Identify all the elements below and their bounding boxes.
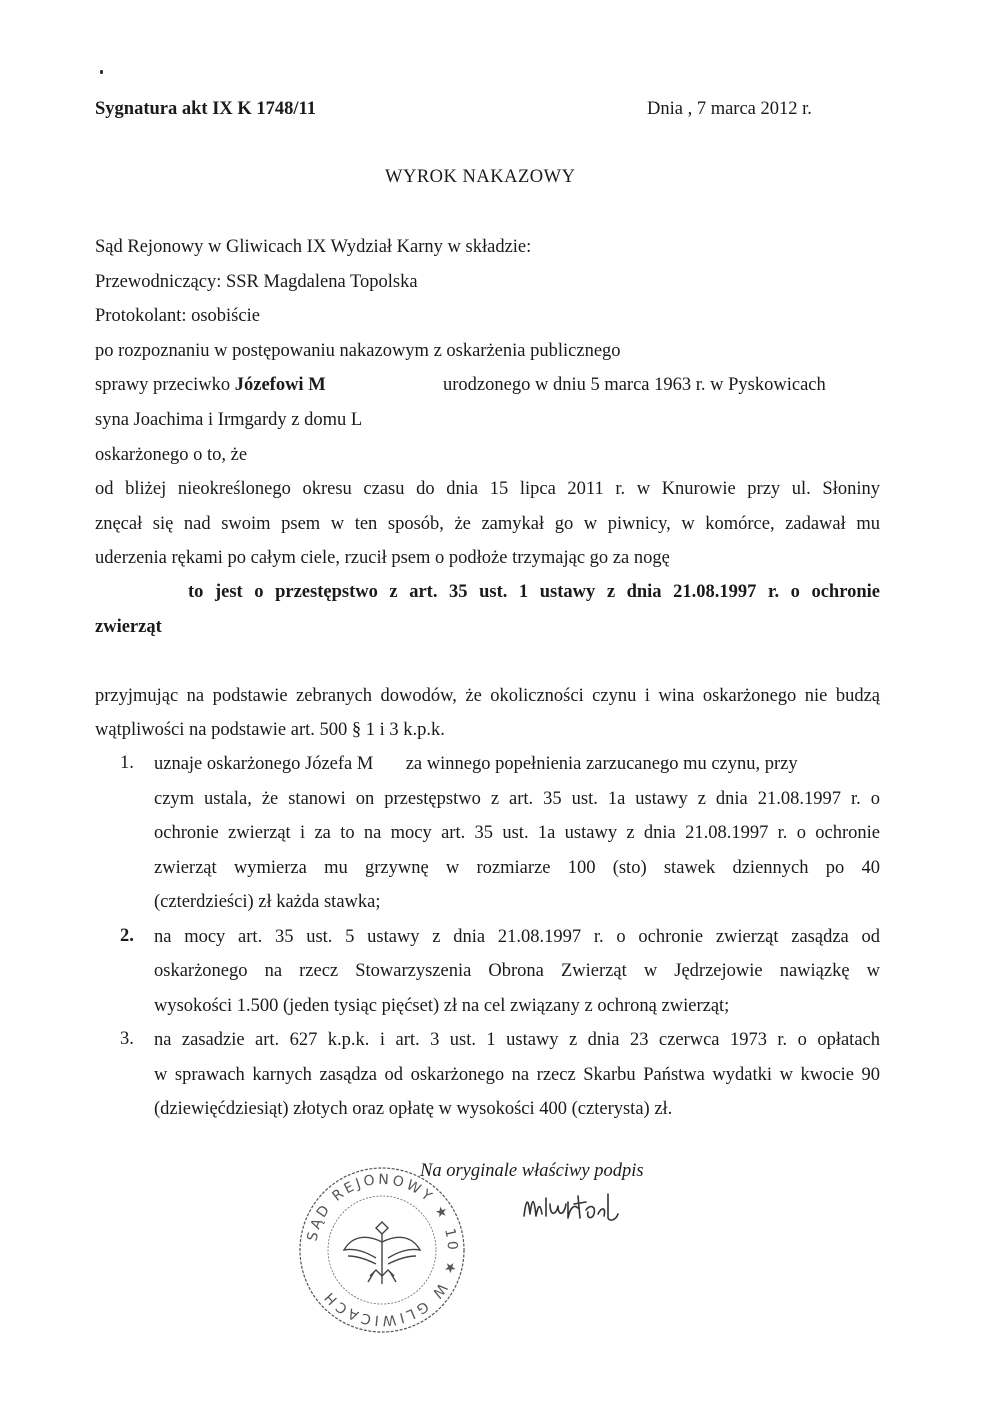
ruling-number: 3.	[120, 1029, 134, 1049]
finding-line: przyjmując na podstawie zebranych dowodów, że okoliczności czynu i wina oskarżonego nie budzą	[95, 686, 880, 706]
document-title: WYROK NAKAZOWY	[385, 167, 576, 187]
ruling-line: w sprawach karnych zasądza od oskarżonego na rzecz Skarbu Państwa wydatki w kwocie 90	[154, 1065, 880, 1085]
ruling-line: wysokości 1.500 (jeden tysiąc pięćset) zł na cel związany z ochroną zwierząt;	[154, 996, 730, 1016]
handwritten-signature-icon	[520, 1186, 630, 1232]
defendant-name: Józefowi M	[234, 375, 326, 395]
case-prefix: sprawy przeciwko	[95, 375, 231, 395]
finding-line: wątpliwości na podstawie art. 500 § 1 i 3 k.p.k.	[95, 720, 445, 740]
ruling-number: 1.	[120, 753, 134, 773]
ruling-line: oskarżonego na rzecz Stowarzyszenia Obrona Zwierząt w Jędrzejowie nawiązkę w	[154, 961, 880, 981]
charge-line: uderzenia rękami po całym ciele, rzucił psem o podłoże trzymając go za nogę	[95, 548, 670, 568]
birth-info: urodzonego w dniu 5 marca 1963 r. w Pyskowicach	[443, 375, 826, 395]
offense-qualification-cont: zwierząt	[95, 617, 162, 637]
case-against	[95, 374, 326, 396]
charge-line: od bliżej nieokreślonego okresu czasu do dnia 15 lipca 2011 r. w Knurowie przy ul. Słoniny	[95, 479, 880, 499]
ruling-line: (dziewięćdziesiąt) złotych oraz opłatę w wysokości 400 (czterysta) zł.	[154, 1099, 673, 1119]
ruling-line: ochronie zwierząt i za to na mocy art. 35 ust. 1a ustawy z dnia 21.08.1997 r. o ochronie	[154, 823, 880, 843]
document-date: Dnia , 7 marca 2012 r.	[647, 99, 812, 119]
case-signature: Sygnatura akt IX K 1748/11	[95, 99, 317, 119]
proceedings-line: po rozpoznaniu w postępowaniu nakazowym z oskarżenia publicznego	[95, 341, 621, 361]
svg-text:SĄD REJONOWY ★ 10 ★ W GLIWICAC: SĄD REJONOWY ★ 10 ★ W GLIWICACH	[304, 1171, 461, 1329]
original-signature-note: Na oryginale właściwy podpis	[420, 1161, 644, 1181]
offense-qualification: to jest o przestępstwo z art. 35 ust. 1 ustawy z dnia 21.08.1997 r. o ochronie	[188, 582, 880, 602]
ruling-line: na zasadzie art. 627 k.p.k. i art. 3 ust. 1 ustawy z dnia 23 czerwca 1973 r. o opłatach	[154, 1030, 880, 1050]
charged-intro: oskarżonego o to, że	[95, 445, 248, 465]
scan-speck	[100, 70, 103, 74]
parents-info: syna Joachima i Irmgardy z domu L	[95, 410, 363, 430]
ruling-number: 2.	[120, 926, 134, 946]
ruling-line: uznaje oskarżonego Józefa M za winnego popełnienia zarzucanego mu czynu, przy	[154, 754, 798, 774]
recorder: Protokolant: osobiście	[95, 306, 260, 326]
court-seal-stamp	[296, 1164, 468, 1336]
charge-line: znęcał się nad swoim psem w ten sposób, że zamykał go w piwnicy, w komórce, zadawał mu	[95, 514, 880, 534]
ruling-line: na mocy art. 35 ust. 5 ustawy z dnia 21.08.1997 r. o ochronie zwierząt zasądza od	[154, 927, 880, 947]
presiding-judge: Przewodniczący: SSR Magdalena Topolska	[95, 272, 418, 292]
ruling-line: zwierząt wymierza mu grzywnę w rozmiarze 100 (sto) stawek dziennych po 40	[154, 858, 880, 878]
ruling-line: czym ustala, że stanowi on przestępstwo z art. 35 ust. 1a ustawy z dnia 21.08.1997 r. o	[154, 789, 880, 809]
eagle-emblem-icon	[344, 1222, 420, 1284]
ruling-line: (czterdzieści) zł każda stawka;	[154, 892, 381, 912]
court-line: Sąd Rejonowy w Gliwicach IX Wydział Karny w składzie:	[95, 237, 532, 257]
